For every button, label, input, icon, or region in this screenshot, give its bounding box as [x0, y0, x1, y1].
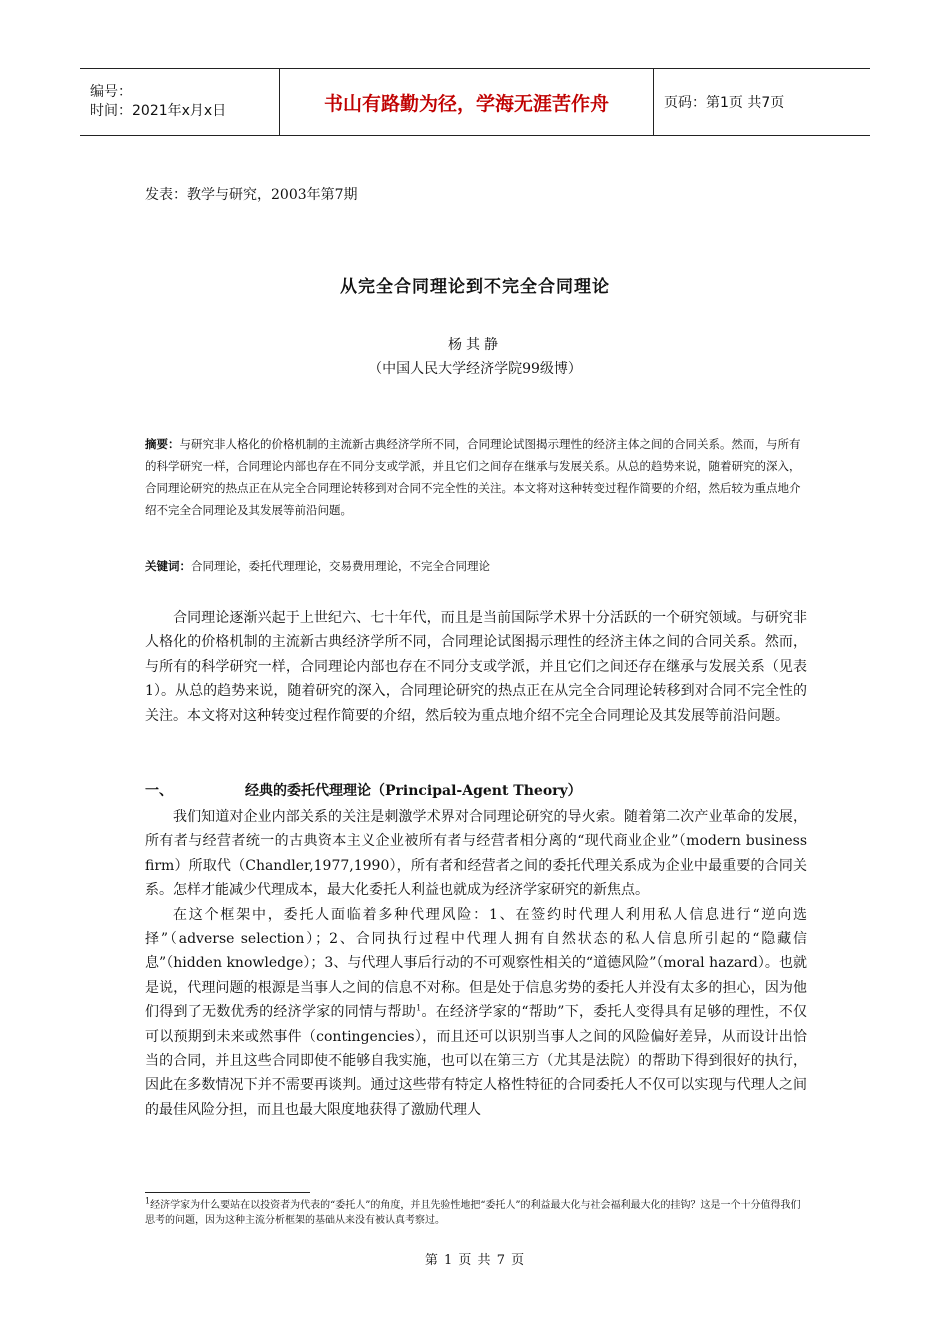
article-title: 从完全合同理论到不完全合同理论	[340, 277, 610, 297]
author-name: 杨其静	[448, 337, 502, 353]
paragraph-2-part-b: 。在经济学家的“帮助”下，委托人变得具有足够的理性，不仅可以预期到未来或然事件（contingencies），而且还可以识别当事人之间的风险偏好差异，从而设计出恰当的合同，并且这些合同即使不能够自我实施，也可以在第三方（尤其是法院）的帮助下得到很好的执行，因此在多数情况下并不需要再谈判。通过这些带有特定人格性特征的合同委托人不仅可以实现与代理人之间的最佳风险分担，而且也最大限度地获得了激励代理人	[145, 1004, 807, 1118]
footnote-mark: 1	[145, 1196, 151, 1206]
section-paragraph-2	[145, 903, 807, 1123]
publication-info: 发表：教学与研究，2003年第7期	[145, 187, 358, 203]
header-meta	[80, 69, 280, 135]
section-number: 一、	[145, 783, 173, 799]
footnote-ref[interactable]: 1	[416, 1003, 422, 1013]
paragraph-2-part-a: 在这个框架中，委托人面临着多种代理风险：1、在签约时代理人利用私人信息进行“逆向选择”（adverse selection）；2、合同执行过程中代理人拥有自然状态的私人信息所引起的“隐藏信息”（hidden knowledge）；3、与代理人事后行动的不可观察性相关的“道德风险”（moral hazard）。也就是说，代理问题的根源是当事人之间的信息不对称。但是处于信息劣势的委托人并没有太多的担心，因为他们得到了无数优秀的经济学家的同情与帮助	[145, 906, 807, 1021]
doc-number: 编号：	[90, 84, 132, 100]
footnote-text: 经济学家为什么要站在以投资者为代表的“委托人”的角度，并且先验性地把“委托人”的利益最大化与社会福利最大化的挂钩？这是一个十分值得我们思考的问题，因为这种主流分析框架的基础从来没有被认真考察过。	[145, 1200, 801, 1226]
author-affiliation: （中国人民大学经济学院99级博）	[368, 361, 582, 377]
abstract	[145, 433, 807, 521]
abstract-label: 摘要：	[145, 437, 180, 451]
abstract-text: 与研究非人格化的价格机制的主流新古典经济学所不同，合同理论试图揭示理性的经济主体之间的合同关系。然而，与所有的科学研究一样，合同理论内部也存在不同分支或学派，并且它们之间存在继承与发展关系。从总的趋势来说，随着研究的深入，合同理论研究的热点正在从完全合同理论转移到对合同不完全性的关注。本文将对这种转变过程作简要的介绍，然后较为重点地介绍不完全合同理论及其发展等前沿问题。	[145, 437, 801, 517]
footnote-divider	[145, 1192, 310, 1193]
section-paragraph-1: 我们知道对企业内部关系的关注是刺激学术界对合同理论研究的导火索。随着第二次产业革命的发展，所有者与经营者统一的古典资本主义企业被所有者与经营者相分离的“现代商业企业”（modern business firm）所取代（Chandler,1977,1990），所有者和经营者之间的委托代理关系成为企业中最重要的合同关系。怎样才能减少代理成本，最大化委托人利益也就成为经济学家研究的新焦点。	[145, 809, 807, 899]
section-heading	[145, 780, 582, 800]
keywords-label: 关键词：	[145, 559, 191, 573]
section-body	[145, 805, 807, 1122]
header-motto: 书山有路勤为径，学海无涯苦作舟	[280, 69, 654, 135]
doc-time: 时间：2021年x月x日	[90, 103, 227, 119]
page-footer: 第 1 页 共 7 页	[424, 1253, 526, 1268]
intro-section	[145, 606, 807, 728]
footnote	[145, 1198, 807, 1228]
keywords	[145, 558, 807, 574]
page-header	[80, 68, 870, 136]
header-page-info: 页码：第1页 共7页	[664, 95, 785, 111]
keywords-text: 合同理论，委托代理理论，交易费用理论，不完全合同理论	[191, 559, 490, 573]
intro-paragraph: 合同理论逐渐兴起于上世纪六、七十年代，而且是当前国际学术界十分活跃的一个研究领域。与研究非人格化的价格机制的主流新古典经济学所不同，合同理论试图揭示理性的经济主体之间的合同关系。然而，与所有的科学研究一样，合同理论内部也存在不同分支或学派，并且它们之间还存在继承与发展关系（见表1）。从总的趋势来说，随着研究的深入，合同理论研究的热点正在从完全合同理论转移到对合同不完全性的关注。本文将对这种转变过程作简要的介绍，然后较为重点地介绍不完全合同理论及其发展等前沿问题。	[145, 610, 807, 724]
section-title: 经典的委托代理理论（Principal-Agent Theory）	[245, 783, 582, 799]
